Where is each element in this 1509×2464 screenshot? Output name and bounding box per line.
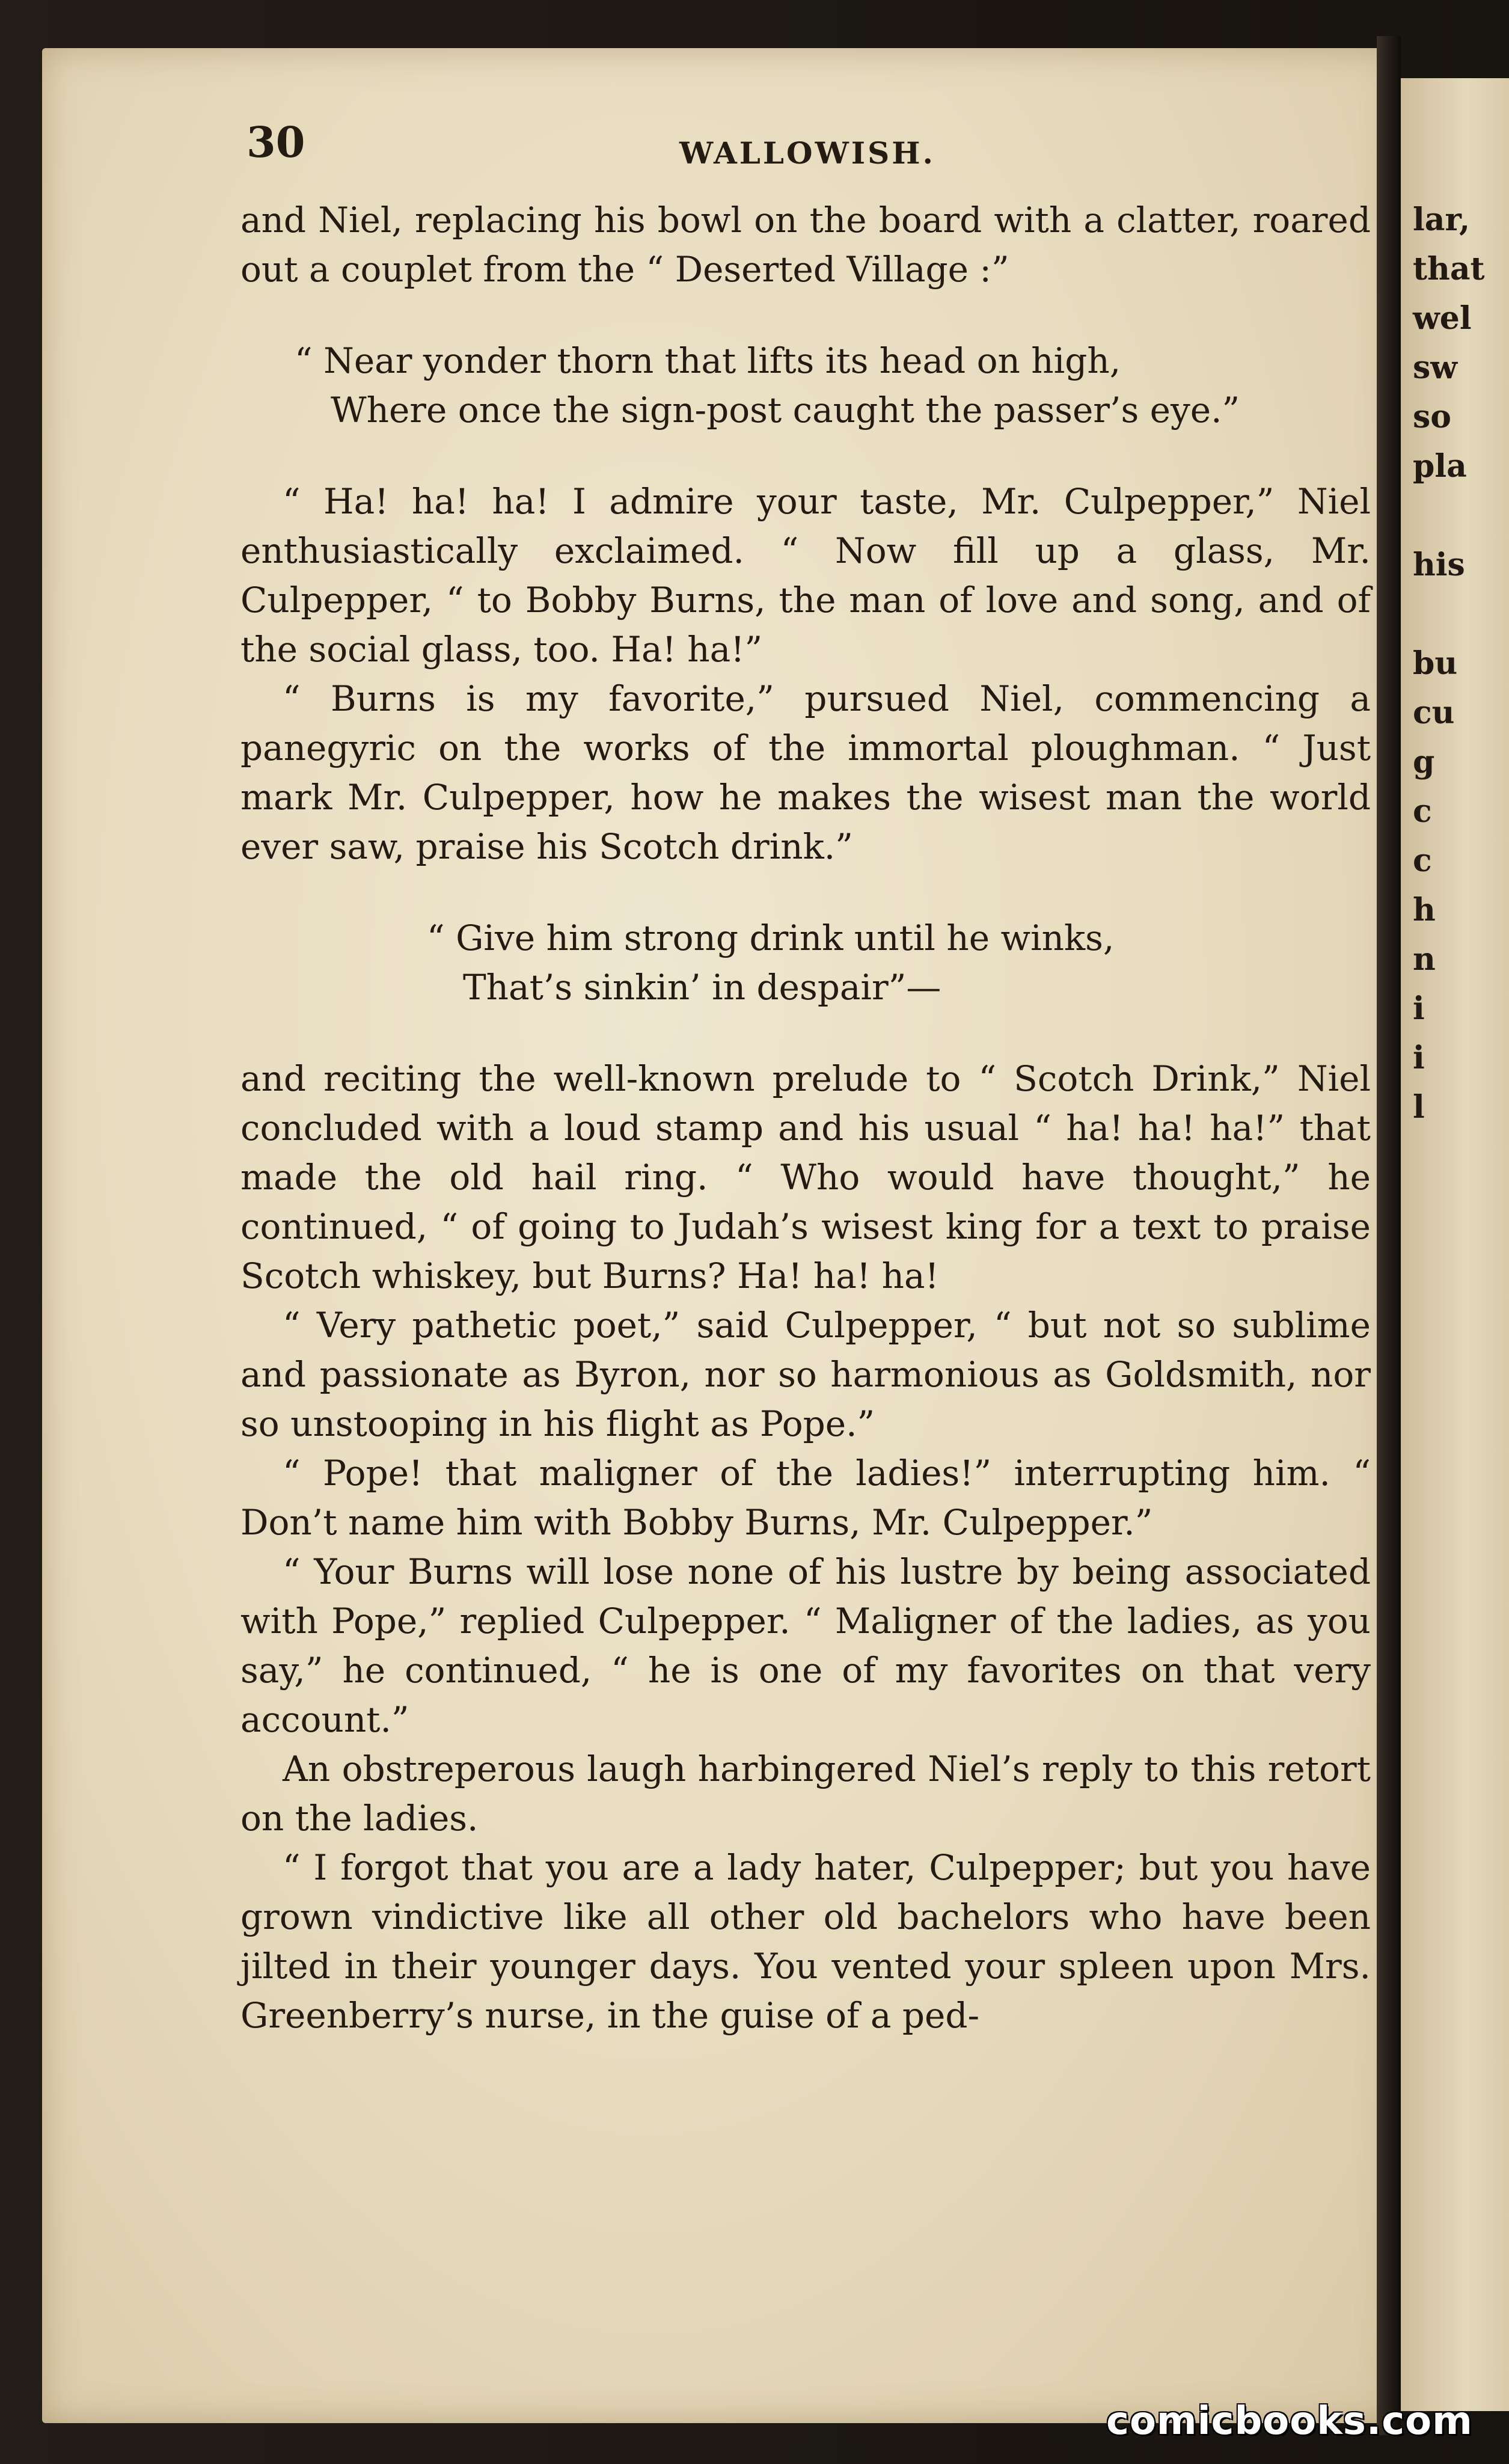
verse-line: “ Give him strong drink until he winks, [427,918,1115,958]
spacer [240,435,1371,477]
adjacent-page-edge [1401,78,1509,2411]
spacer [240,294,1371,336]
paragraph: “ Your Burns will lose none of his lustre by being associated with Pope,” replied Culpepper. “ Maligner of the ladies, as you say,” he continued, “ he is one of my favorites on that very account.” [240,1551,1371,1740]
page-number: 30 [246,117,305,167]
site-watermark: comicbooks.com [1106,2399,1473,2444]
adjacent-fragment: c [1413,842,1432,879]
adjacent-fragment: l [1413,1089,1425,1126]
adjacent-fragment: wel [1413,300,1472,337]
paragraph: “ I forgot that you are a lady hater, Culpepper; but you have grown vindictive like all other old bachelors who have been jilted in their younger days. You vented your spleen upon Mrs. Greenberry’s nurse, in the guise of a ped- [240,1847,1371,2036]
adjacent-fragment: pla [1413,448,1467,485]
adjacent-fragment: i [1413,990,1425,1027]
adjacent-fragment: c [1413,793,1432,830]
adjacent-fragment: lar, [1413,201,1471,238]
adjacent-fragment: that [1413,251,1485,287]
adjacent-fragment: sw [1413,349,1458,386]
verse-quote [240,336,1371,435]
paragraph: and reciting the well-known prelude to “ Scotch Drink,” Niel concluded with a loud stamp and his usual “ ha! ha! ha!” that made the old hail ring. “ Who would have thought,” he continued, “ of going to Judah’s wisest king for a text to praise Scotch whiskey, but Burns? Ha! ha! ha! [240,1058,1371,1296]
adjacent-fragment: i [1413,1040,1425,1076]
spacer [240,871,1371,913]
page-body [240,195,1371,2040]
running-title: WALLOWISH. [679,135,935,171]
spacer [240,1012,1371,1054]
verse-line: Where once the sign-post caught the passer’s eye.” [331,390,1240,431]
paragraph: “ Ha! ha! ha! I admire your taste, Mr. Culpepper,” Niel enthusiastically exclaimed. “ Now fill up a glass, Mr. Culpepper, “ to Bobby Burns, the man of love and song, and of the social glass, too. Ha! ha!” [240,481,1371,670]
paragraph: “ Very pathetic poet,” said Culpepper, “ but not so sublime and passionate as Byron, nor so harmonious as Goldsmith, nor so unstooping in his flight as Pope.” [240,1305,1371,1444]
page-header [246,117,1359,171]
adjacent-fragment: so [1413,399,1451,435]
adjacent-fragment: g [1413,744,1435,780]
verse-line: That’s sinkin’ in despair”— [463,967,941,1008]
paragraph: “ Pope! that maligner of the ladies!” interrupting him. “ Don’t name him with Bobby Burns, Mr. Culpepper.” [240,1453,1371,1543]
paragraph: “ Burns is my favorite,” pursued Niel, commencing a panegyric on the works of the immortal ploughman. “ Just mark Mr. Culpepper, how he makes the wisest man the world ever saw, praise his Scotch drink.” [240,678,1371,867]
adjacent-fragment: cu [1413,694,1455,731]
page-gutter [1377,36,1401,2435]
adjacent-fragment: h [1413,892,1436,928]
paragraph: An obstreperous laugh harbingered Niel’s reply to this retort on the ladies. [240,1748,1371,1839]
adjacent-fragment: n [1413,941,1436,978]
verse-quote [240,913,1371,1012]
adjacent-fragment: his [1413,547,1465,583]
verse-line: “ Near yonder thorn that lifts its head on high, [295,340,1121,381]
paragraph: and Niel, replacing his bowl on the board with a clatter, roared out a couplet from the “ Deserted Village :” [240,200,1371,290]
adjacent-fragment: bu [1413,645,1458,682]
